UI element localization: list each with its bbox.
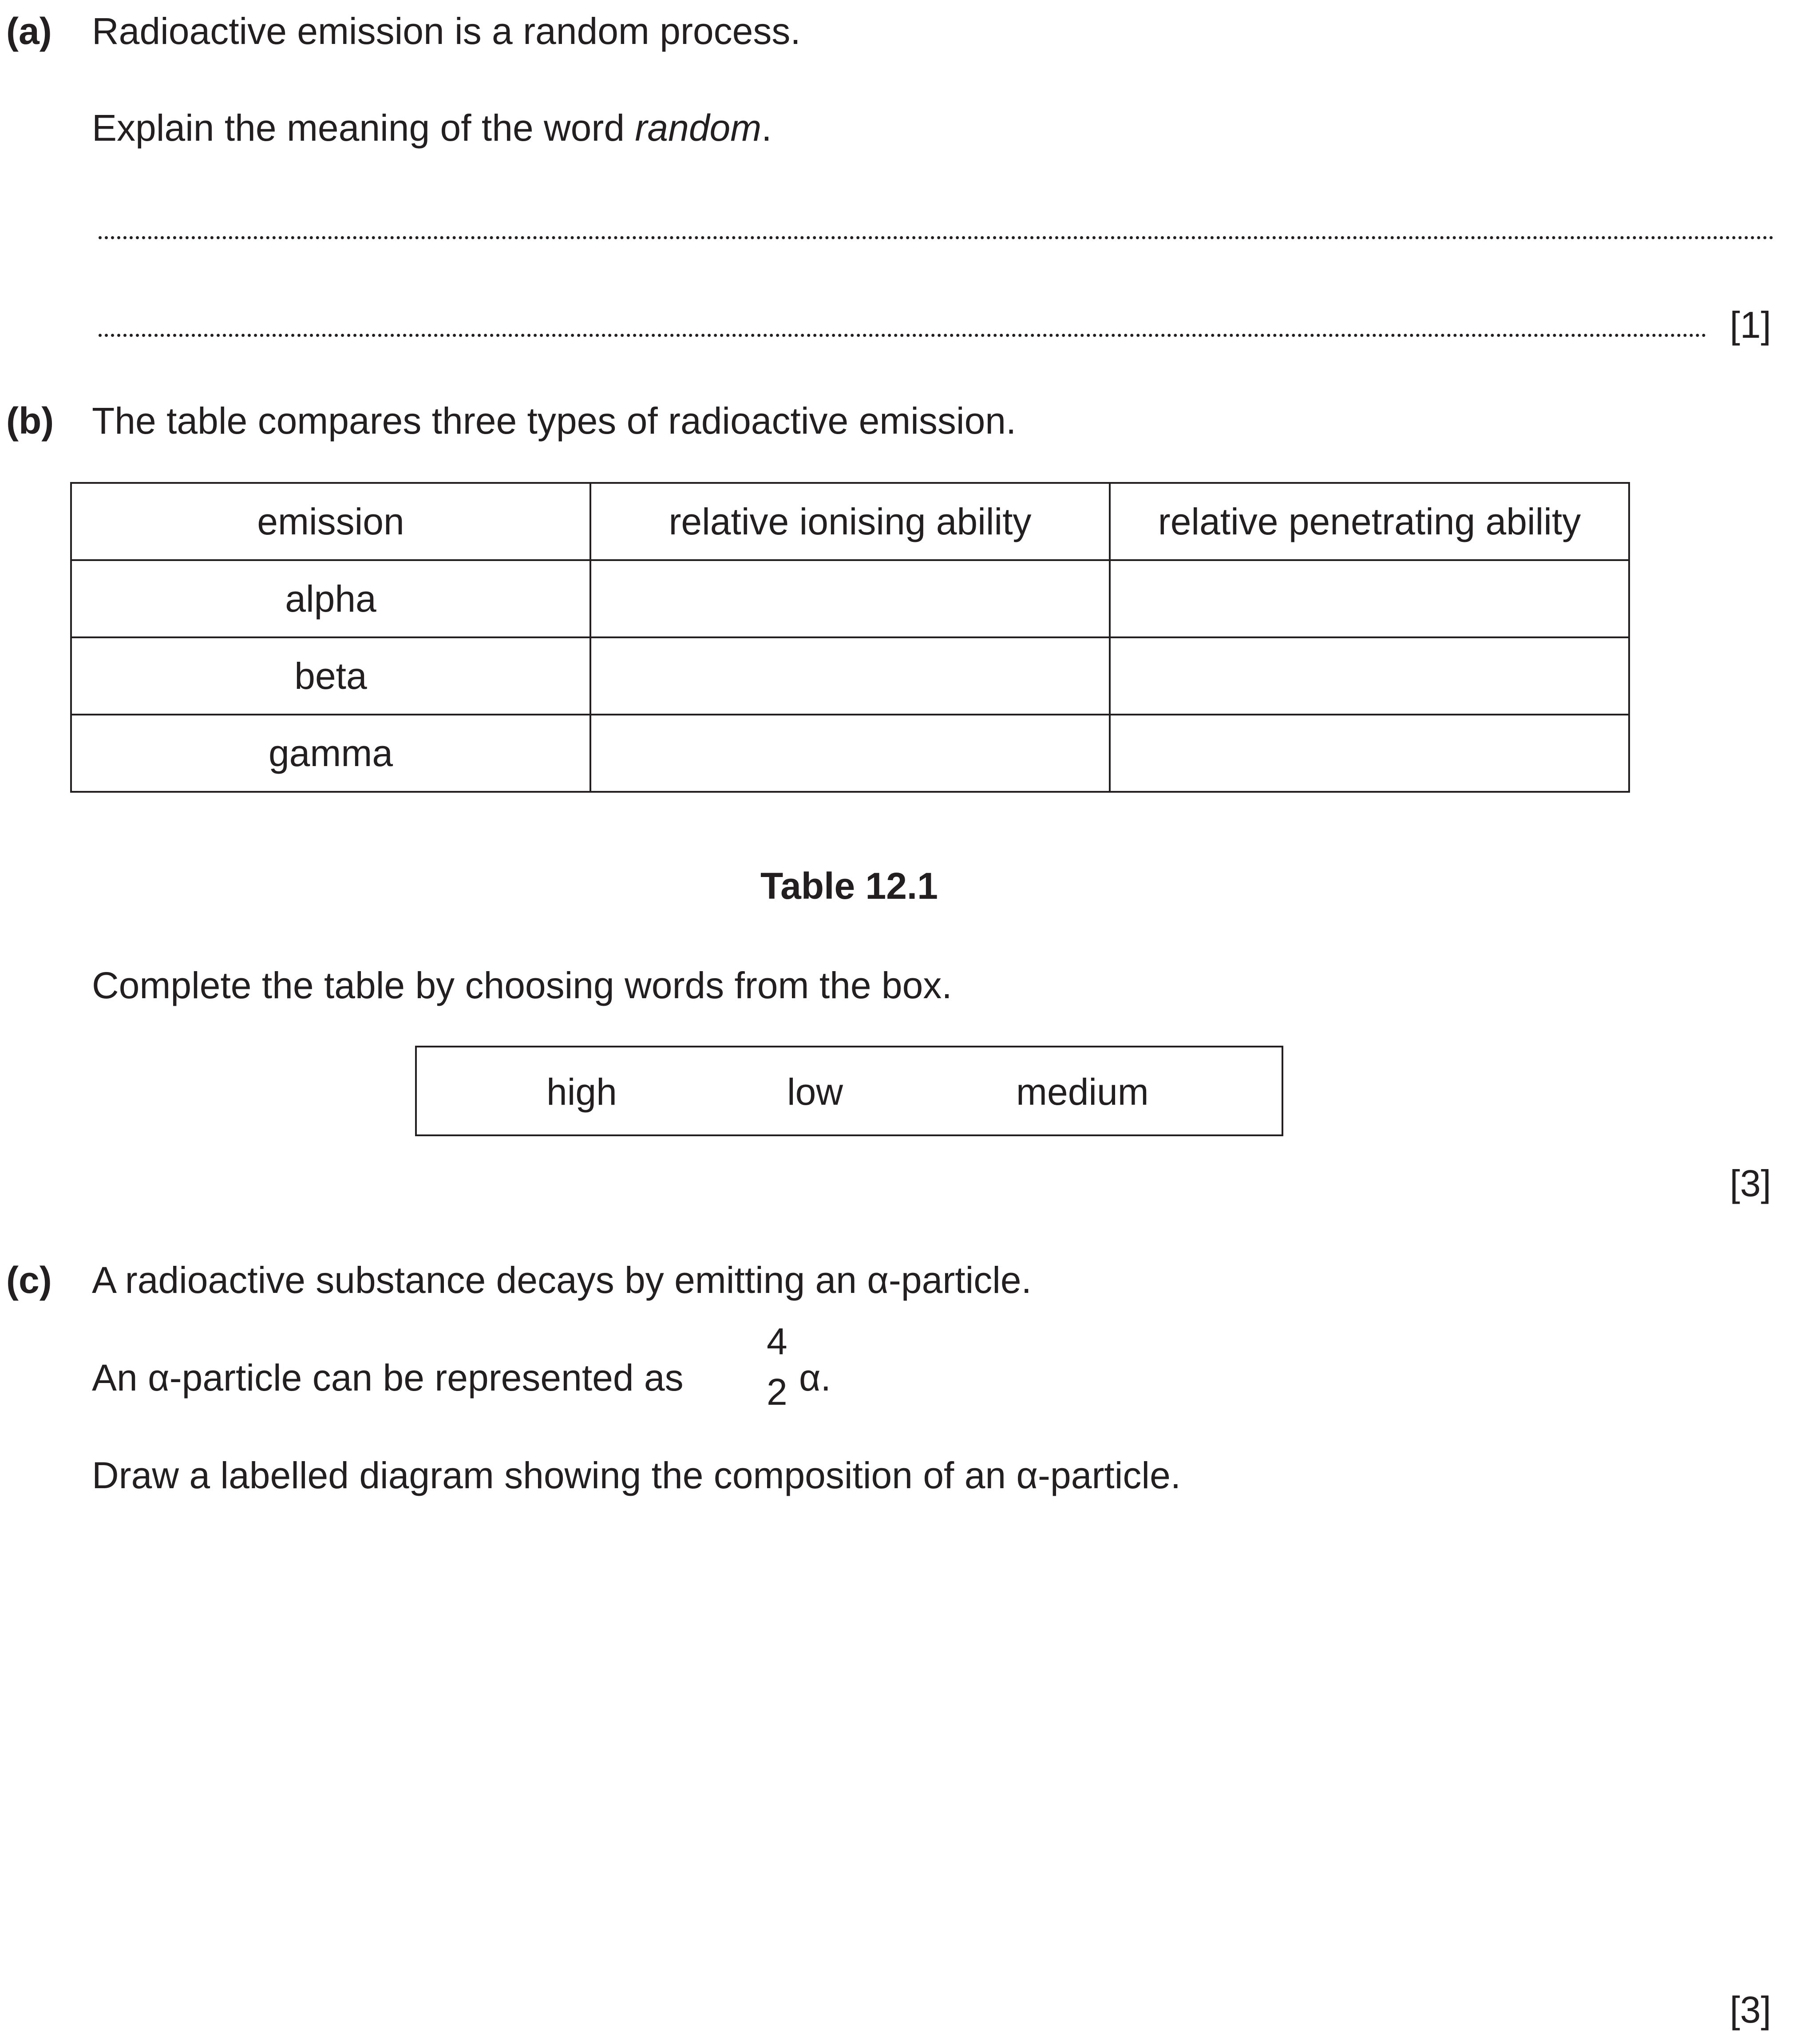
diagram-answer-space[interactable] xyxy=(92,1518,1734,1975)
part-b-label: (b) xyxy=(6,400,54,442)
emission-table xyxy=(70,482,1630,793)
cell-emission: beta xyxy=(71,637,590,715)
table-row xyxy=(71,715,1629,792)
part-c-line3: Draw a labelled diagram showing the composition of an α-particle. xyxy=(92,1454,1181,1496)
atomic-number: 2 xyxy=(767,1371,787,1413)
cell-penetrating[interactable] xyxy=(1110,637,1629,715)
part-c-line2: An α-particle can be represented as xyxy=(92,1357,684,1399)
part-c-marks: [3] xyxy=(1729,1989,1771,2031)
part-b-statement: The table compares three types of radioactive emission. xyxy=(92,400,1017,442)
answer-line-1[interactable] xyxy=(99,236,1774,239)
cell-emission: gamma xyxy=(71,715,590,792)
part-c-line1: A radioactive substance decays by emitting an α-particle. xyxy=(92,1259,1032,1301)
cell-emission: alpha xyxy=(71,560,590,637)
part-a-prompt-pre: Explain the meaning of the word xyxy=(92,107,635,149)
header-ionising: relative ionising ability xyxy=(590,483,1110,560)
cell-ionising[interactable] xyxy=(590,637,1110,715)
part-b-instruction: Complete the table by choosing words from the box. xyxy=(92,964,952,1006)
cell-ionising[interactable] xyxy=(590,560,1110,637)
cell-penetrating[interactable] xyxy=(1110,715,1629,792)
table-caption: Table 12.1 xyxy=(760,865,938,907)
table-row xyxy=(71,637,1629,715)
part-a-prompt xyxy=(92,107,772,149)
part-c-label: (c) xyxy=(6,1259,52,1301)
answer-line-2[interactable] xyxy=(99,334,1706,337)
part-a-label: (a) xyxy=(6,10,52,52)
part-a-marks: [1] xyxy=(1729,304,1771,346)
word-medium: medium xyxy=(1016,1071,1149,1113)
table-row xyxy=(71,560,1629,637)
header-emission: emission xyxy=(71,483,590,560)
header-penetrating: relative penetrating ability xyxy=(1110,483,1629,560)
cell-penetrating[interactable] xyxy=(1110,560,1629,637)
table-header-row xyxy=(71,483,1629,560)
word-high: high xyxy=(546,1071,617,1113)
alpha-symbol: α. xyxy=(799,1357,831,1399)
cell-ionising[interactable] xyxy=(590,715,1110,792)
mass-number: 4 xyxy=(767,1320,787,1362)
word-box xyxy=(415,1046,1283,1136)
part-a-prompt-italic: random xyxy=(635,107,762,149)
part-a-prompt-post: . xyxy=(761,107,772,149)
part-b-marks: [3] xyxy=(1729,1162,1771,1204)
part-a-statement: Radioactive emission is a random process. xyxy=(92,10,801,52)
word-low: low xyxy=(787,1071,843,1113)
